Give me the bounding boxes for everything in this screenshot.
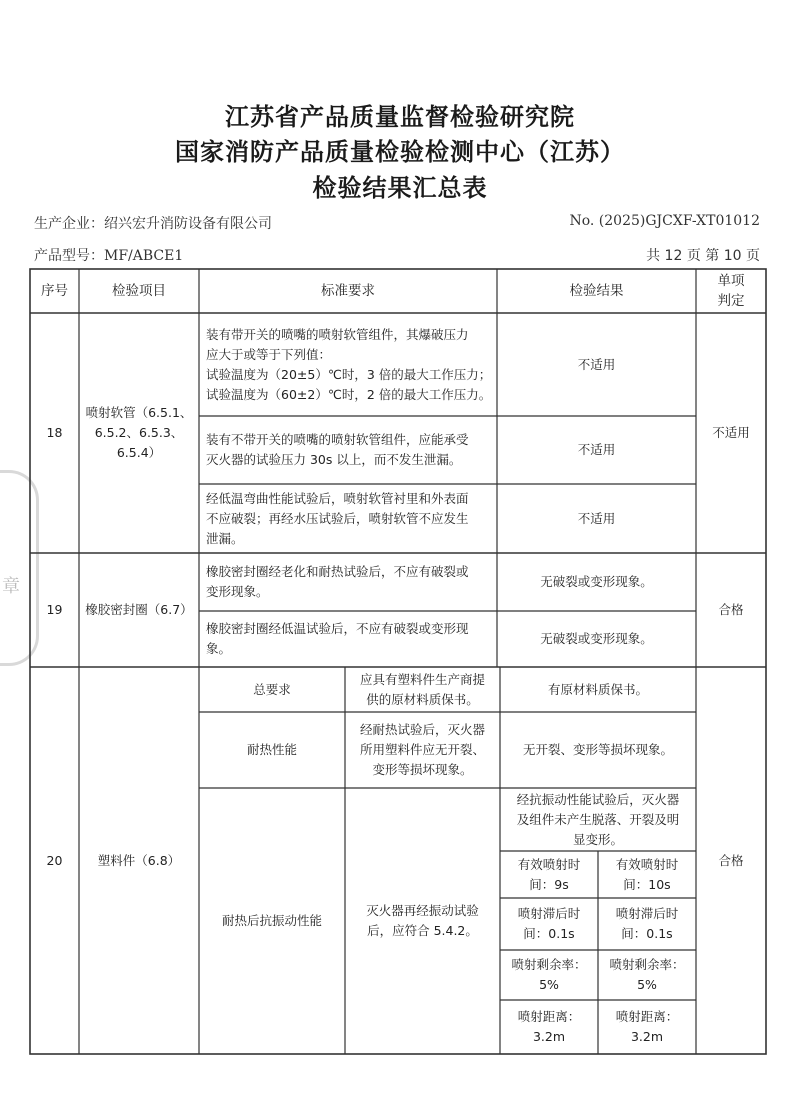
row20-sub1-name: 总要求	[253, 681, 291, 697]
header-requirement: 标准要求	[321, 283, 375, 299]
center-title: 国家消防产品质量检验检测中心（江苏）	[175, 138, 625, 166]
header-result: 检验结果	[569, 283, 624, 299]
model-label: 产品型号：	[34, 248, 104, 264]
table-title: 检验结果汇总表	[312, 174, 488, 202]
row19-verdict: 合格	[718, 602, 744, 617]
spray-distance-right: 喷射距离： 3.2m	[615, 1009, 679, 1044]
row19-no: 19	[46, 602, 63, 617]
row18-req-3: 经低温弯曲性能试验后，喷射软管衬里和外表面 不应破裂；再经水压试验后，喷射软管不应发生 泄漏。	[206, 490, 469, 546]
row20-sub1-result: 有原材料质保书。	[547, 681, 648, 697]
row20-verdict: 合格	[718, 852, 744, 868]
spray-time-left: 有效喷射时 间：9s	[517, 856, 581, 892]
page-count: 共 12 页 第 10 页	[646, 248, 760, 264]
row18-item: 喷射软管（6.5.1、 6.5.2、6.5.3、 6.5.4）	[85, 405, 193, 460]
row20-sub3-result: 经抗振动性能试验后，灭火器 及组件未产生脱落、开裂及明 显变形。	[516, 791, 680, 847]
spray-time-right: 有效喷射时 间：10s	[615, 856, 679, 892]
row19-item: 橡胶密封圈（6.7）	[85, 602, 193, 617]
row18-verdict: 不适用	[712, 425, 750, 440]
header-item: 检验项目	[112, 283, 166, 299]
institute-title: 江苏省产品质量监督检验研究院	[225, 103, 575, 131]
producer-value: 绍兴宏升消防设备有限公司	[104, 216, 272, 232]
row19-result-1: 无破裂或变形现象。	[540, 574, 653, 589]
row18-result-2: 不适用	[577, 442, 616, 457]
residual-rate-right: 喷射剩余率： 5%	[609, 957, 685, 992]
seal-stamp-text: 章	[2, 576, 20, 597]
row19-req-1: 橡胶密封圈经老化和耐热试验后，不应有破裂或 变形现象。	[206, 564, 469, 599]
row19-req-2: 橡胶密封圈经低温试验后，不应有破裂或变形现 象。	[206, 621, 469, 656]
header-verdict: 单项 判定	[717, 273, 745, 309]
spray-distance-left: 喷射距离： 3.2m	[517, 1009, 581, 1044]
row20-sub2-req: 经耐热试验后，灭火器 所用塑料件应无开裂、 变形等损坏现象。	[359, 722, 485, 777]
row20-item: 塑料件（6.8）	[97, 852, 181, 868]
row19-result-2: 无破裂或变形现象。	[540, 631, 653, 646]
model-value: MF/ABCE1	[104, 248, 184, 264]
row18-result-3: 不适用	[577, 510, 616, 526]
row20-no: 20	[46, 852, 63, 868]
row18-no: 18	[46, 425, 63, 440]
lag-time-left: 喷射滞后时 间：0.1s	[517, 906, 581, 941]
lag-time-right: 喷射滞后时 间：0.1s	[615, 906, 679, 941]
row18-req-1: 装有带开关的喷嘴的喷射软管组件，其爆破压力 应大于或等于下列值： 试验温度为（20±5）℃时，3 倍的最大工作压力； 试验温度为（60±2）℃时，2 倍的最大工作压力。	[206, 326, 492, 402]
row18-result-1: 不适用	[577, 356, 616, 372]
row20-sub2-result: 无开裂、变形等损坏现象。	[522, 742, 673, 757]
header-no: 序号	[41, 283, 68, 299]
row18-req-2: 装有不带开关的喷嘴的喷射软管组件，应能承受 灭火器的试验压力 30s 以上，而不发生泄漏。	[206, 432, 469, 467]
row20-sub3-req: 灭火器再经振动试验 后，应符合 5.4.2。	[366, 903, 479, 938]
report-number: No. (2025)GJCXF-XT01012	[569, 213, 760, 229]
row20-sub3-name: 耐热后抗振动性能	[221, 913, 322, 928]
producer-label: 生产企业：	[34, 216, 104, 232]
row20-sub2-name: 耐热性能	[246, 742, 297, 757]
row20-sub1-req: 应具有塑料件生产商提 供的原材料质保书。	[359, 671, 485, 707]
residual-rate-left: 喷射剩余率： 5%	[511, 957, 587, 992]
